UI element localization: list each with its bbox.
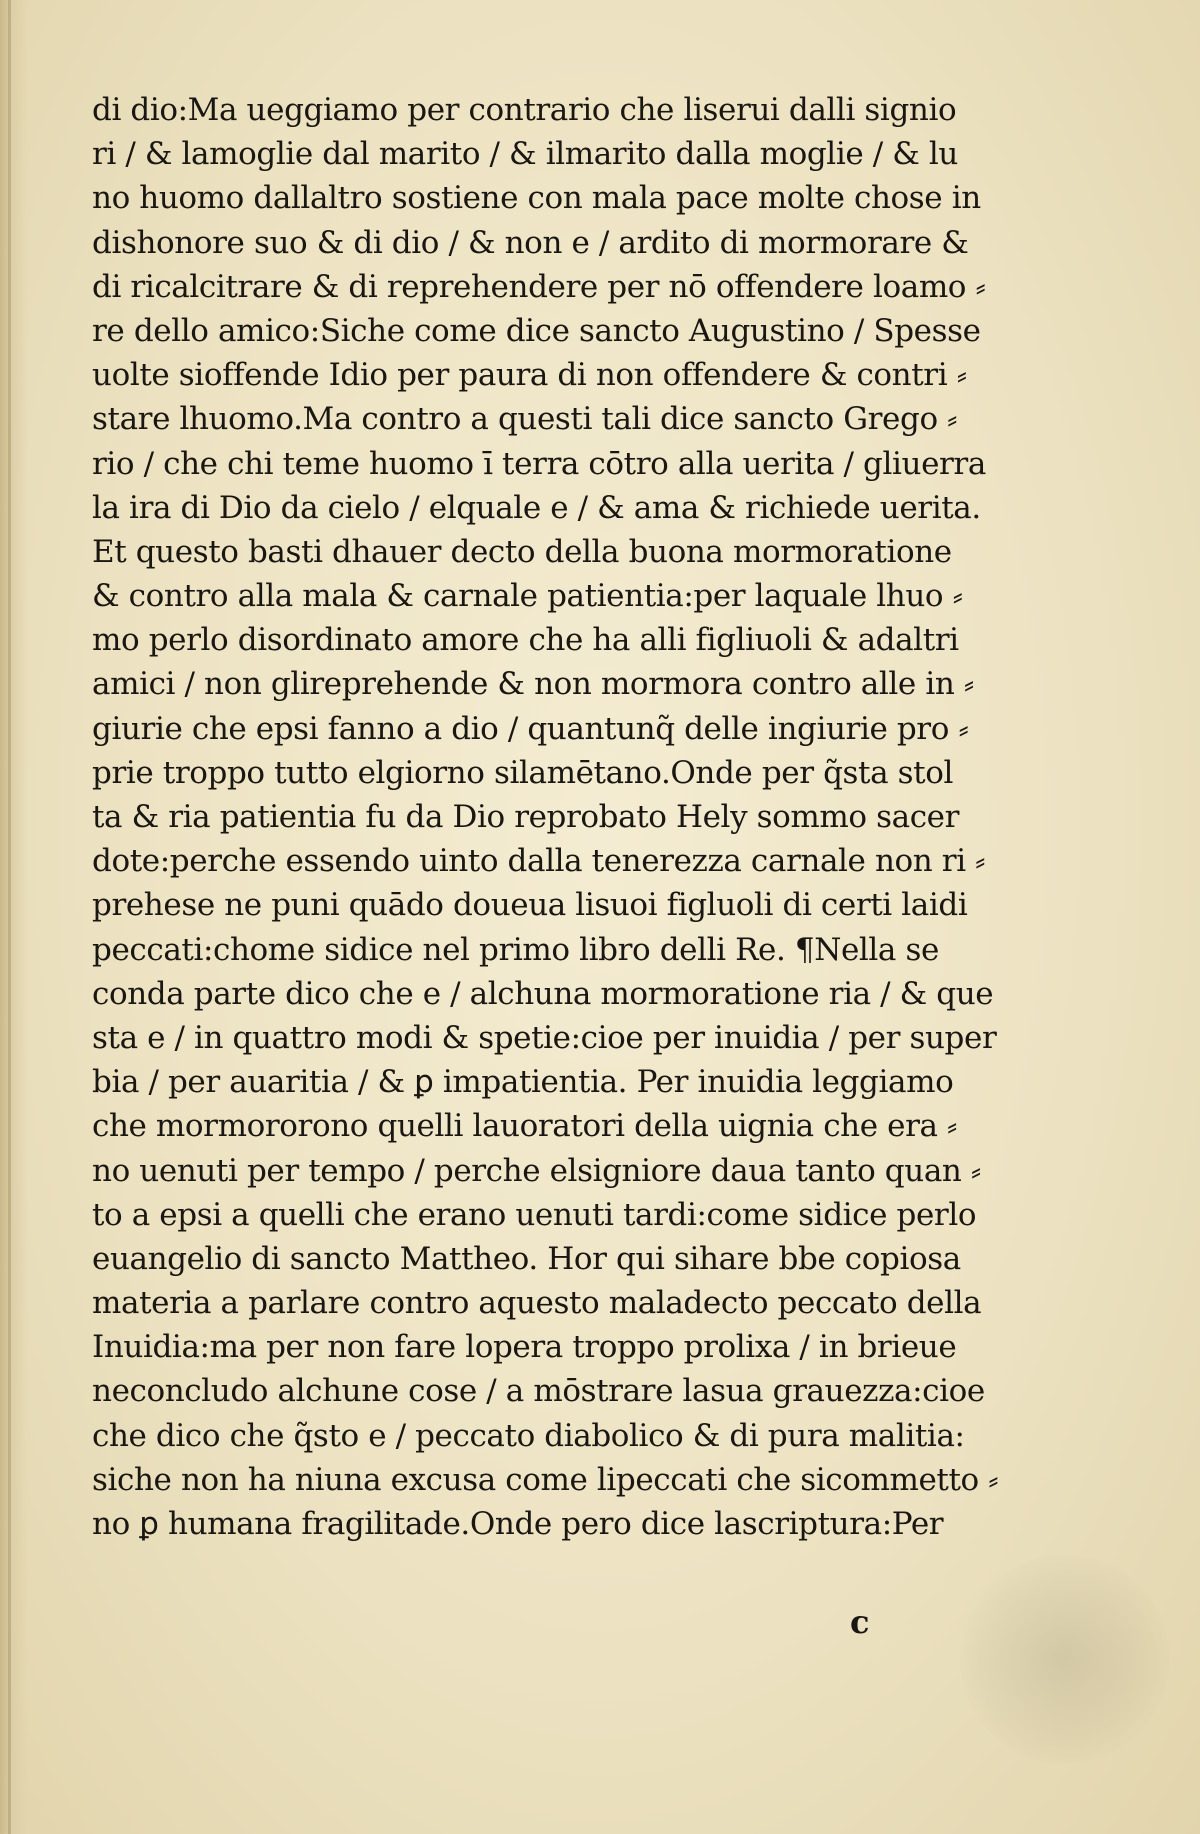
- text-line: neconcludo alchune cose / a mōstrare lasua grauezza:cioe: [92, 1373, 985, 1410]
- text-line: ri / & lamoglie dal marito / & ilmarito dalla moglie / & lu: [92, 136, 958, 173]
- text-line: materia a parlare contro aquesto maladecto peccato della: [92, 1285, 982, 1322]
- binding-edge: [0, 0, 28, 1834]
- text-line: bia / per auaritia / & ꝑ impatientia. Per inuidia leggiamo: [92, 1064, 954, 1101]
- text-line: che mormororono quelli lauoratori della uignia che era ⸗: [92, 1108, 957, 1145]
- text-line: no uenuti per tempo / perche elsigniore daua tanto quan ⸗: [92, 1152, 981, 1189]
- text-line: rio / che chi teme huomo ī terra cōtro alla uerita / gliuerra: [92, 445, 986, 482]
- text-line: stare lhuomo.Ma contro a questi tali dice sancto Grego ⸗: [92, 401, 958, 438]
- text-line: to a epsi a quelli che erano uenuti tardi:come sidice perlo: [92, 1196, 977, 1233]
- text-line: conda parte dico che e / alchuna mormoratione ria / & que: [92, 975, 994, 1012]
- text-line: ta & ria patientia fu da Dio reprobato Hely sommo sacer: [92, 799, 960, 835]
- text-line: Inuidia:ma per non fare lopera troppo prolixa / in brieue: [92, 1329, 957, 1366]
- signature-mark: c: [850, 1603, 870, 1641]
- text-line: no huomo dallaltro sostiene con mala pace molte chose in: [92, 180, 981, 217]
- text-line: siche non ha niuna excusa come lipeccati che sicommetto ⸗: [92, 1461, 999, 1498]
- text-line: dishonore suo & di dio / & non e / ardito di mormorare &: [92, 224, 969, 261]
- text-line: giurie che epsi fanno a dio / quantunq̃ delle ingiurie pro ⸗: [92, 710, 969, 747]
- text-line: uolte sioffende Idio per paura di non offendere & contri ⸗: [92, 357, 967, 394]
- text-line: di ricalcitrare & di reprehendere per nō offendere loamo ⸗: [92, 268, 986, 305]
- text-line: sta e / in quattro modi & spetie:cioe per inuidia / per super: [92, 1019, 997, 1056]
- text-line: prehese ne puni quādo doueua lisuoi figluoli di certi laidi: [92, 887, 968, 924]
- text-block: [92, 88, 1102, 1546]
- text-line: re dello amico:Siche come dice sancto Augustino / Spesse: [92, 312, 981, 349]
- text-line: & contro alla mala & carnale patientia:per laquale lhuo ⸗: [92, 578, 963, 615]
- text-line: la ira di Dio da cielo / elquale e / & ama & richiede uerita.: [92, 489, 981, 526]
- text-line: mo perlo disordinato amore che ha alli figliuoli & adaltri: [92, 622, 959, 659]
- text-line: euangelio di sancto Mattheo. Hor qui sihare bbe copiosa: [92, 1240, 961, 1277]
- text-line: di dio:Ma ueggiamo per contrario che liserui dalli signio: [92, 92, 957, 128]
- text-line: prie troppo tutto elgiorno silamētano.Onde per q̃sta stol: [92, 754, 953, 791]
- text-line: dote:perche essendo uinto dalla tenerezza carnale non ri ⸗: [92, 843, 986, 880]
- text-line: che dico che q̃sto e / peccato diabolico & di pura malitia:: [92, 1417, 965, 1454]
- text-line: amici / non glireprehende & non mormora contro alle in ⸗: [92, 666, 974, 703]
- text-line: peccati:chome sidice nel primo libro delli Re. ¶Nella se: [92, 931, 939, 968]
- text-line: Et questo basti dhauer decto della buona mormoratione: [92, 533, 952, 570]
- text-line: no ꝑ humana fragilitade.Onde pero dice lascriptura:Per: [92, 1506, 944, 1542]
- foxing-stain: [960, 1554, 1170, 1764]
